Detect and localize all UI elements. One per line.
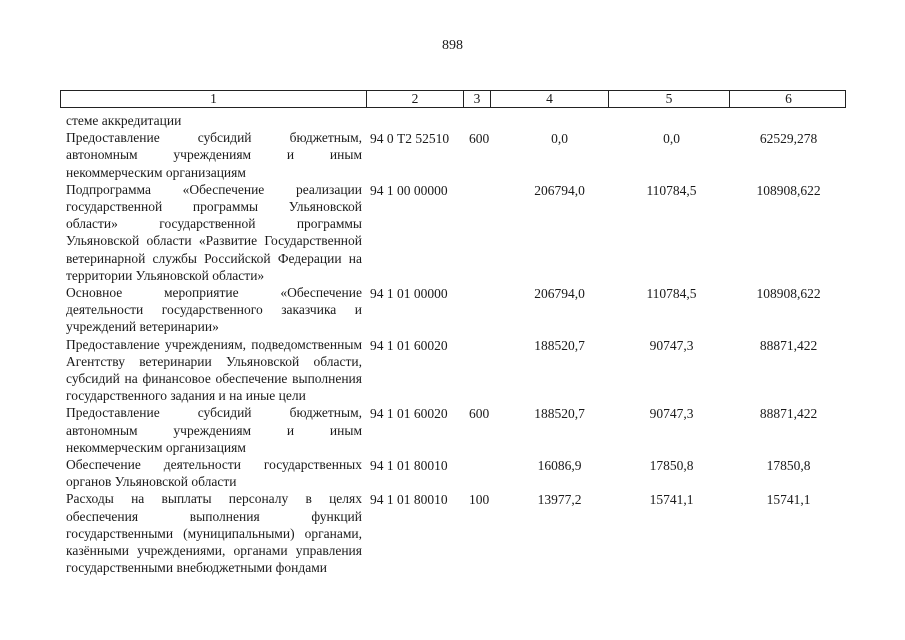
table-row [0, 112, 905, 129]
table-row [0, 129, 905, 181]
row-code: 94 1 01 60020 [370, 406, 448, 422]
header-col-6: 6 [785, 91, 792, 106]
row-name: Предоставление учреждениям, подведомственным Агентству ветеринарии Ульяновской области, субсидий на финансовое обеспечение выполнения государственного задания и на иные цели [66, 336, 362, 404]
row-expense-type: 100 [469, 492, 490, 508]
table-row [0, 336, 905, 405]
row-value-6: 108908,622 [756, 286, 821, 302]
row-name: Подпрограмма «Обеспечение реализации государственной программы Ульяновской области» государственной программы Ульяновской области «Развитие Государственной ветеринарной службы Российской Федерации на территории Ульяновской области» [66, 181, 362, 283]
table-row [0, 456, 905, 490]
page-number: 898 [442, 38, 463, 53]
header-col-4: 4 [491, 91, 609, 107]
row-value-6: 15741,1 [766, 492, 811, 508]
row-code: 94 0 Т2 52510 [370, 131, 450, 147]
row-value-5: 110784,5 [646, 286, 697, 302]
row-value-5: 15741,1 [649, 492, 694, 508]
row-value-5: 0,0 [663, 131, 680, 147]
row-name: Основное мероприятие «Обеспечение деятельности государственного заказчика и учреждений ветеринарии» [66, 285, 362, 335]
row-expense-type: 600 [469, 406, 490, 422]
table-row [0, 284, 905, 336]
row-value-4: 188520,7 [534, 406, 585, 422]
row-name: Расходы на выплаты персоналу в целях обеспечения выполнения функций государственными (муниципальными) органами, казёнными учреждениями, органами управления государственными внебюджетными фондами [66, 491, 362, 576]
row-code: 94 1 01 80010 [370, 458, 448, 474]
row-name: стеме аккредитации [66, 113, 182, 128]
row-value-4: 16086,9 [537, 458, 582, 474]
row-value-6: 88871,422 [759, 406, 818, 422]
row-value-5: 90747,3 [649, 337, 694, 353]
header-col-3: 3 [464, 91, 491, 107]
header-col-5: 5 [609, 91, 730, 107]
row-value-5: 17850,8 [649, 458, 694, 474]
row-code: 94 1 00 00000 [370, 182, 448, 198]
row-value-4: 0,0 [551, 131, 568, 147]
row-value-6: 108908,622 [756, 182, 821, 198]
row-value-6: 88871,422 [759, 337, 818, 353]
row-value-5: 90747,3 [649, 406, 694, 422]
row-name: Обеспечение деятельности государственных органов Ульяновской области [66, 457, 362, 490]
row-value-6: 17850,8 [766, 458, 811, 474]
table-header [60, 90, 846, 108]
table-row [0, 490, 905, 576]
budget-table [0, 112, 905, 576]
row-code: 94 1 01 60020 [370, 337, 448, 353]
row-code: 94 1 01 80010 [370, 492, 448, 508]
row-value-4: 206794,0 [534, 182, 585, 198]
table-row [0, 181, 905, 284]
row-name: Предоставление субсидий бюджетным, автономным учреждениям и иным некоммерческим организациям [66, 130, 362, 180]
row-value-4: 206794,0 [534, 286, 585, 302]
header-col-1: 1 [61, 91, 367, 107]
row-value-6: 62529,278 [759, 131, 818, 147]
row-expense-type: 600 [469, 131, 490, 147]
row-name: Предоставление субсидий бюджетным, автономным учреждениям и иным некоммерческим организациям [66, 405, 362, 455]
row-value-4: 188520,7 [534, 337, 585, 353]
row-value-4: 13977,2 [537, 492, 582, 508]
table-row [0, 404, 905, 456]
row-value-5: 110784,5 [646, 182, 697, 198]
header-col-2: 2 [367, 91, 464, 107]
row-code: 94 1 01 00000 [370, 286, 448, 302]
